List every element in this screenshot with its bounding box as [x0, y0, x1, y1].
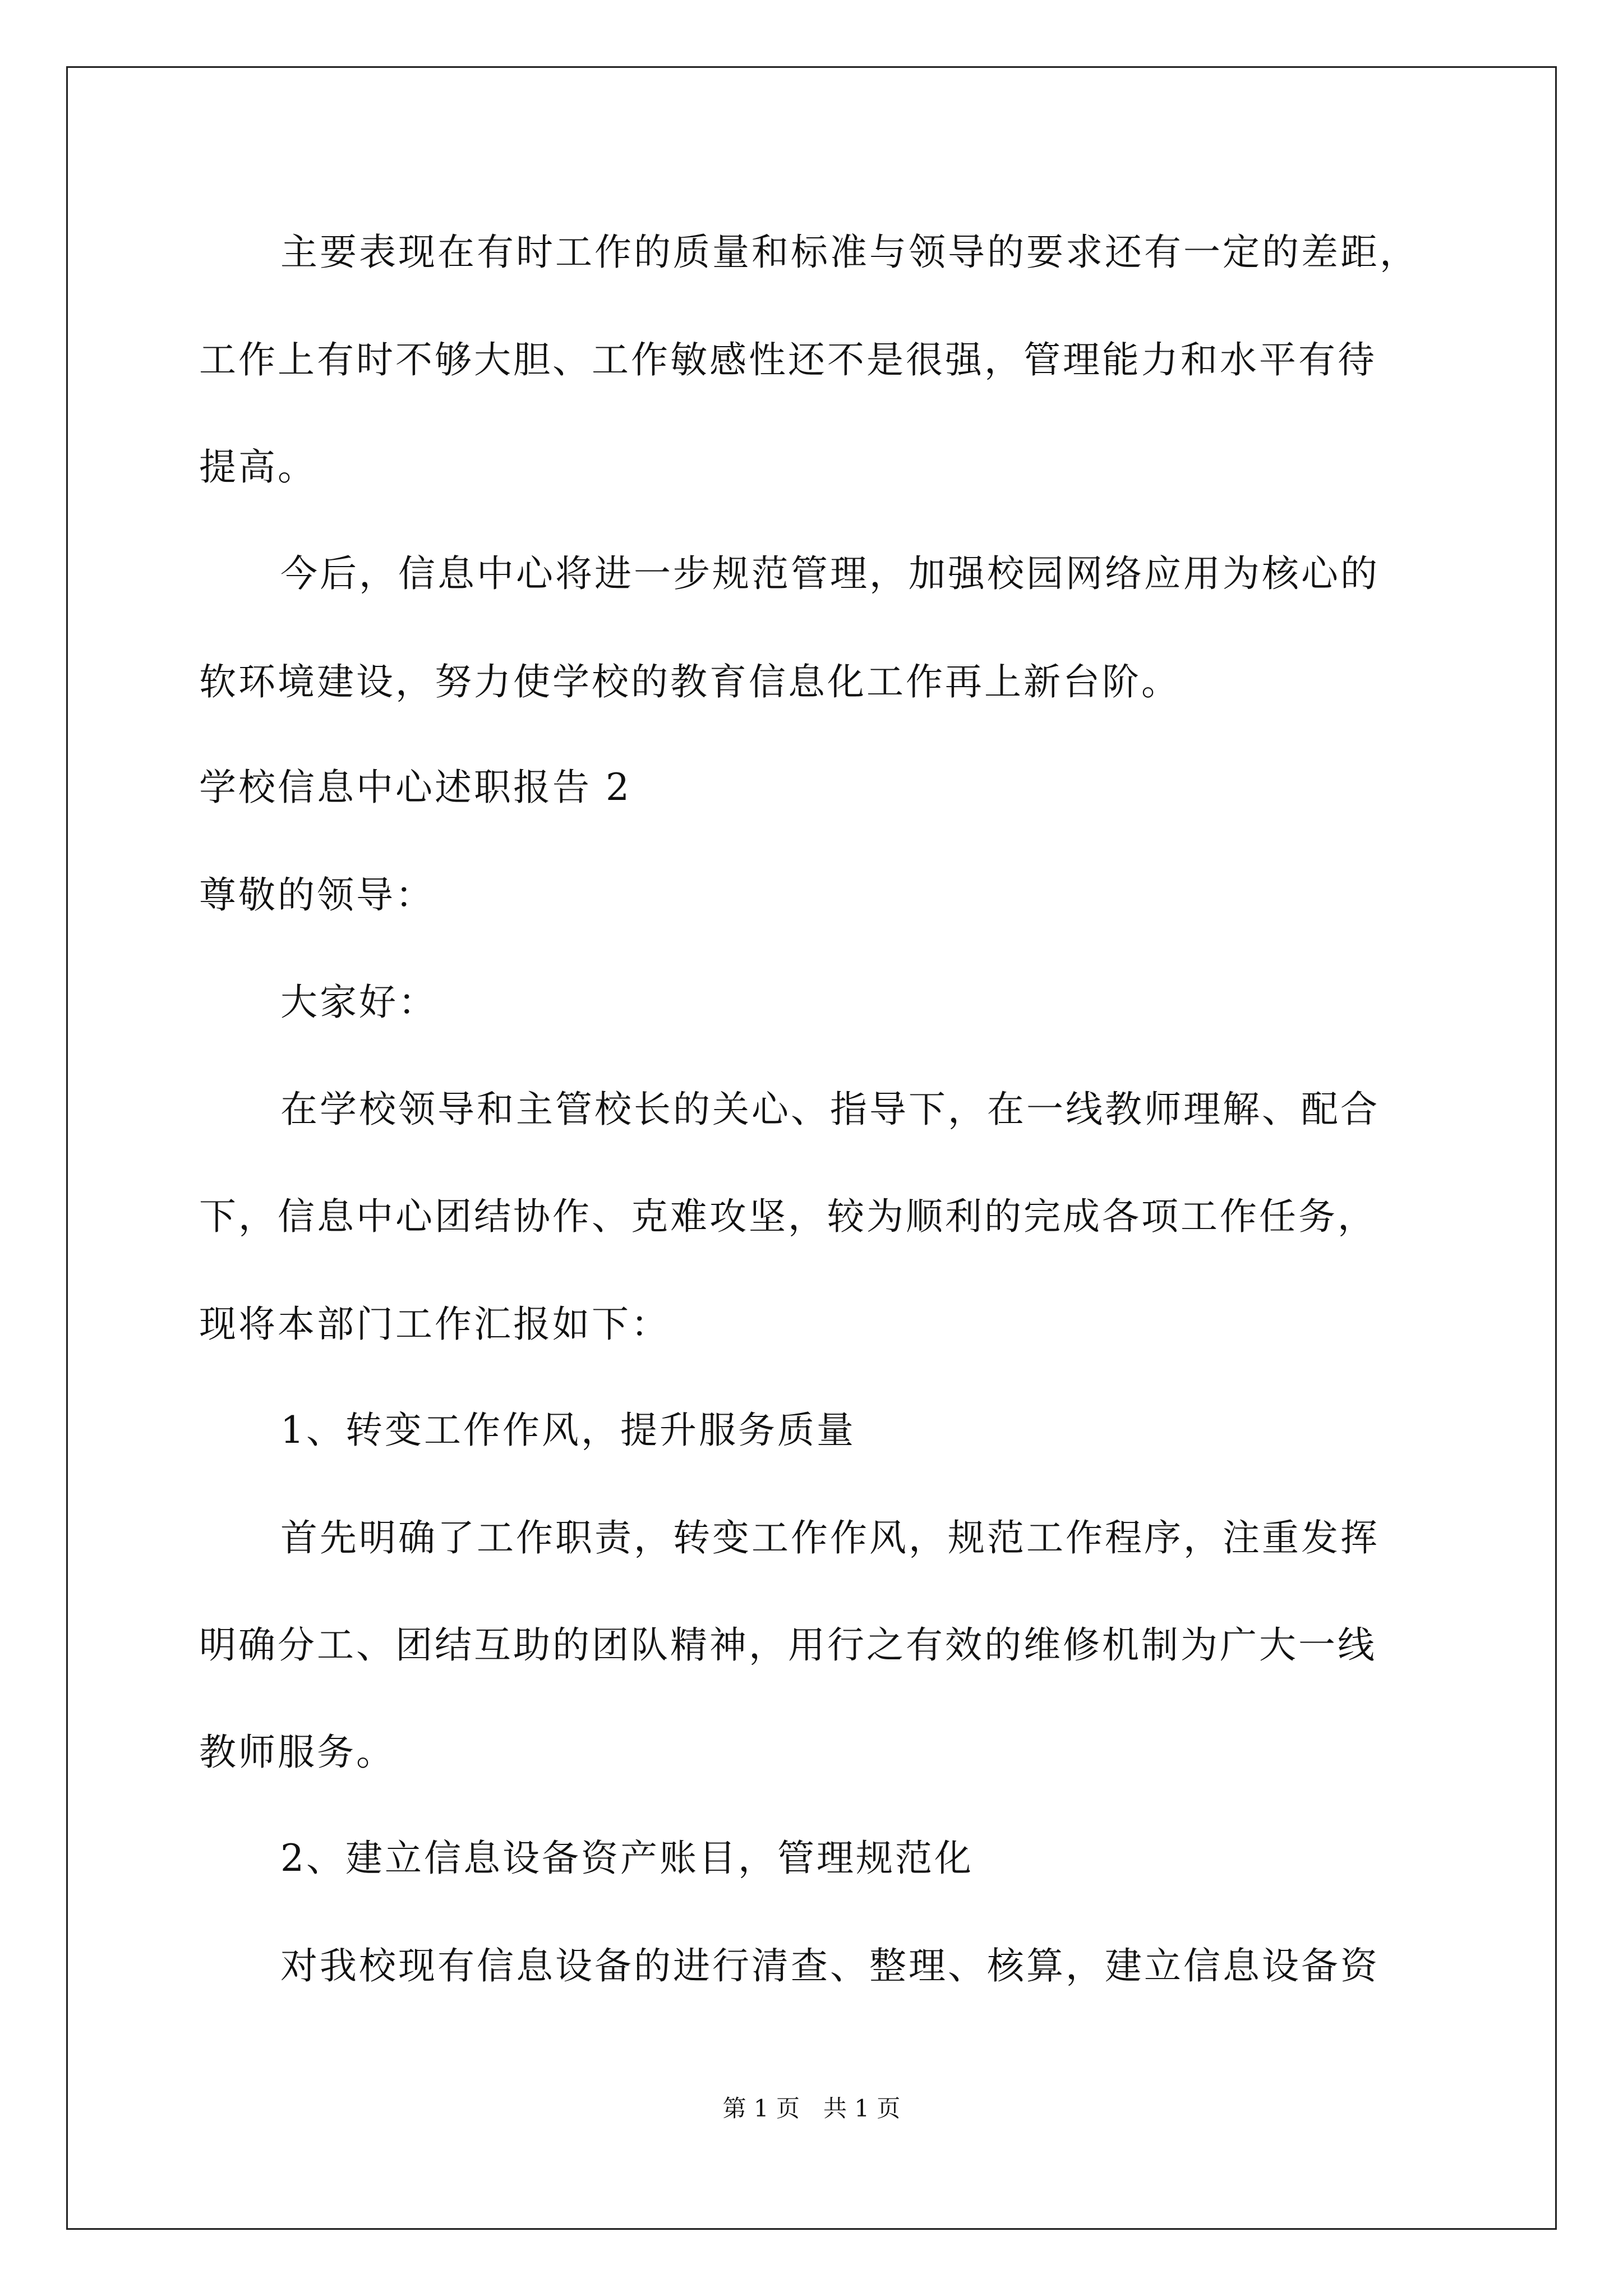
paragraph-line: 工作上有时不够大胆、工作敏感性还不是很强，管理能力和水平有待: [199, 338, 1377, 381]
paragraph-line: 主要表现在有时工作的质量和标准与领导的要求还有一定的差距，: [280, 231, 1419, 274]
paragraph-line: 软环境建设，努力使学校的教育信息化工作再上新台阶。: [199, 660, 1181, 703]
subsection-heading: 1、转变工作作风，提升服务质量: [280, 1409, 856, 1452]
paragraph-line: 首先明确了工作职责，转变工作作风，规范工作程序，注重发挥: [280, 1516, 1380, 1559]
section-title: 学校信息中心述职报告 2: [199, 766, 631, 809]
paragraph-line: 对我校现有信息设备的进行清查、整理、核算，建立信息设备资: [280, 1944, 1380, 1987]
paragraph-line: 教师服务。: [199, 1731, 395, 1774]
paragraph-line: 今后，信息中心将进一步规范管理，加强校园网络应用为核心的: [280, 552, 1380, 595]
subsection-heading: 2、建立信息设备资产账目，管理规范化: [280, 1837, 974, 1880]
page-footer: 第 1 页 共 1 页: [722, 2095, 901, 2122]
paragraph-line: 在学校领导和主管校长的关心、指导下，在一线教师理解、配合: [280, 1088, 1380, 1131]
paragraph-line: 下，信息中心团结协作、克难攻坚，较为顺利的完成各项工作任务，: [199, 1195, 1377, 1238]
paragraph-line: 明确分工、团结互助的团队精神，用行之有效的维修机制为广大一线: [199, 1623, 1377, 1667]
paragraph-line: 现将本部门工作汇报如下：: [199, 1303, 670, 1346]
greeting: 大家好：: [280, 981, 437, 1024]
salutation: 尊敬的领导：: [199, 873, 435, 917]
page-border: [66, 66, 1557, 2230]
paragraph-line: 提高。: [199, 445, 317, 489]
